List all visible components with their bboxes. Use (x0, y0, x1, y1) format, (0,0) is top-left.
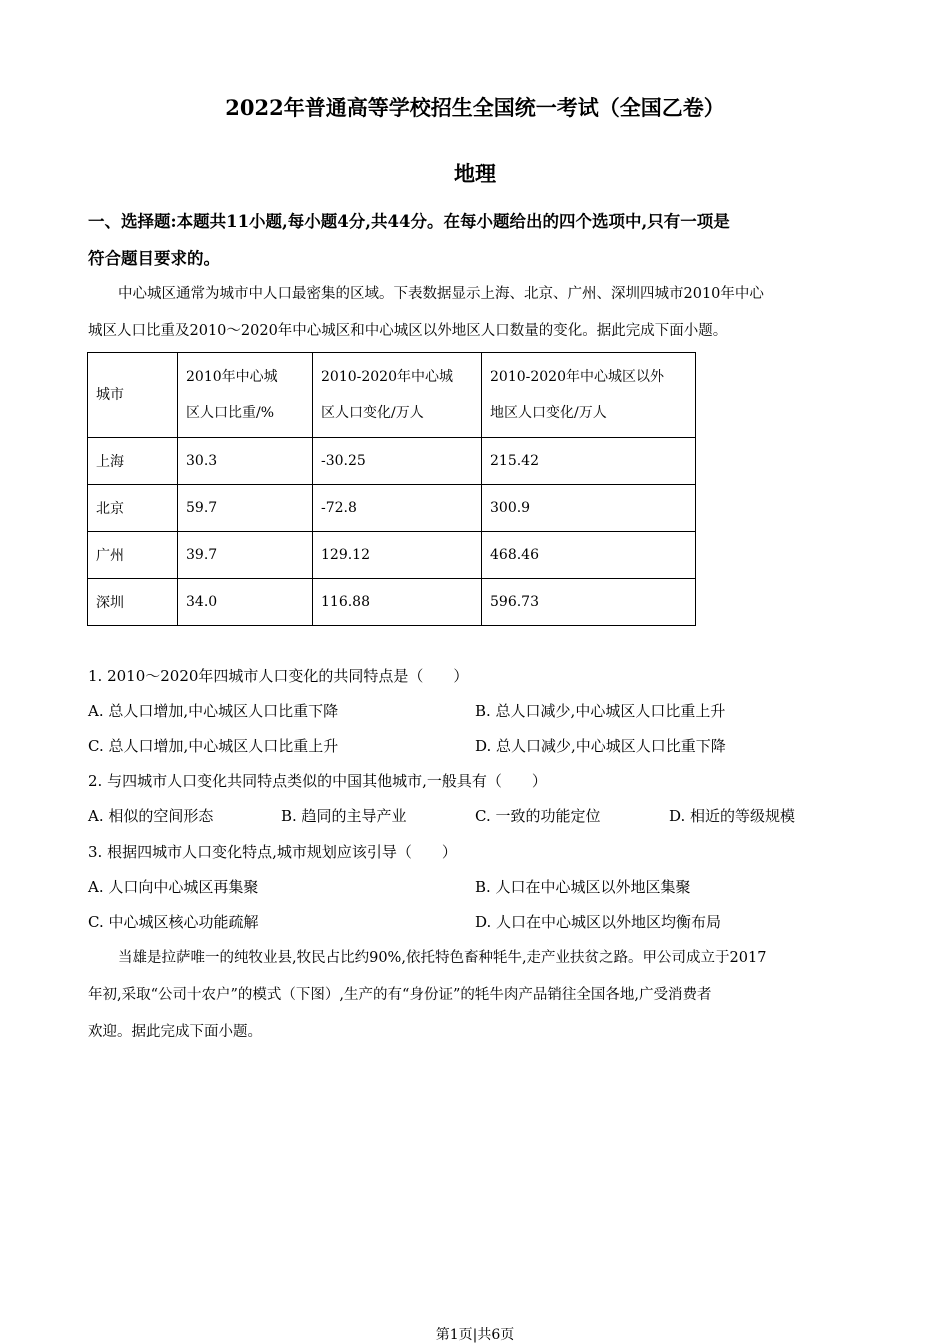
cell-core-change: -30.25 (313, 438, 482, 485)
intro-paragraph-1 (88, 276, 868, 350)
table-row (88, 438, 696, 485)
question-2-stem: 2. 与四城市人口变化共同特点类似的中国其他城市,一般具有（ ） (88, 772, 547, 790)
cell-city: 上海 (88, 438, 178, 485)
intro-1-line-2: 城区人口比重及2010～2020年中心城区和中心城区以外地区人口数量的变化。据此完成下面小题。 (88, 323, 728, 339)
cell-city: 广州 (88, 532, 178, 579)
question-3-option-b: B. 人口在中心城区以外地区集聚 (475, 878, 691, 896)
header-city: 城市 (88, 353, 178, 438)
cell-core-share: 30.3 (178, 438, 313, 485)
cell-city: 北京 (88, 485, 178, 532)
exam-title: 2022年普通高等学校招生全国统一考试（全国乙卷） (225, 95, 725, 120)
table-row (88, 485, 696, 532)
question-3-option-a: A. 人口向中心城区再集聚 (88, 878, 259, 896)
table-row (88, 532, 696, 579)
question-3-stem: 3. 根据四城市人口变化特点,城市规划应该引导（ ） (88, 843, 457, 861)
table-row (88, 579, 696, 626)
cell-core-change: -72.8 (313, 485, 482, 532)
question-2-option-b: B. 趋同的主导产业 (281, 807, 407, 825)
subject-title: 地理 (454, 161, 496, 186)
intro-2-line-1: 当雄是拉萨唯一的纯牧业县,牧民占比约90%,依托特色畜种牦牛,走产业扶贫之路。甲公司成立于2017 (118, 950, 767, 966)
cell-outer-change: 468.46 (482, 532, 696, 579)
cell-core-share: 34.0 (178, 579, 313, 626)
header-outer-change: 2010-2020年中心城区以外 地区人口变化/万人 (482, 353, 696, 438)
page-footer: 第1页|共6页 (435, 1327, 515, 1343)
question-1-option-b: B. 总人口减少,中心城区人口比重上升 (475, 702, 726, 720)
section-heading-line-1: 一、选择题:本题共11小题,每小题4分,共44分。在每小题给出的四个选项中,只有一项是 (88, 212, 730, 231)
intro-1-line-1: 中心城区通常为城市中人口最密集的区域。下表数据显示上海、北京、广州、深圳四城市2010年中心 (118, 286, 764, 302)
header-core-change: 2010-2020年中心城 区人口变化/万人 (313, 353, 482, 438)
header-core-share: 2010年中心城 区人口比重/% (178, 353, 313, 438)
question-1-option-c: C. 总人口增加,中心城区人口比重上升 (88, 737, 339, 755)
question-1-stem: 1. 2010～2020年四城市人口变化的共同特点是（ ） (88, 667, 469, 685)
cell-outer-change: 300.9 (482, 485, 696, 532)
intro-2-line-3: 欢迎。据此完成下面小题。 (88, 1024, 262, 1040)
section-heading (88, 203, 868, 277)
cell-city: 深圳 (88, 579, 178, 626)
intro-paragraph-2 (88, 940, 868, 1051)
section-heading-line-2: 符合题目要求的。 (88, 249, 220, 268)
question-3-option-d: D. 人口在中心城区以外地区均衡布局 (475, 913, 722, 931)
question-1-option-d: D. 总人口减少,中心城区人口比重下降 (475, 737, 726, 755)
cell-outer-change: 596.73 (482, 579, 696, 626)
cell-core-share: 39.7 (178, 532, 313, 579)
question-3-option-c: C. 中心城区核心功能疏解 (88, 913, 259, 931)
cell-core-change: 116.88 (313, 579, 482, 626)
question-2-option-a: A. 相似的空间形态 (88, 807, 214, 825)
table-header-row (88, 353, 696, 438)
cell-core-change: 129.12 (313, 532, 482, 579)
intro-2-line-2: 年初,采取“公司十农户”的模式（下图）,生产的有“身份证”的牦牛肉产品销往全国各地,广受消费者 (88, 987, 712, 1003)
cell-core-share: 59.7 (178, 485, 313, 532)
question-2-option-c: C. 一致的功能定位 (475, 807, 601, 825)
cell-outer-change: 215.42 (482, 438, 696, 485)
population-table (87, 352, 696, 626)
question-1-option-a: A. 总人口增加,中心城区人口比重下降 (88, 702, 339, 720)
question-2-option-d: D. 相近的等级规模 (669, 807, 796, 825)
